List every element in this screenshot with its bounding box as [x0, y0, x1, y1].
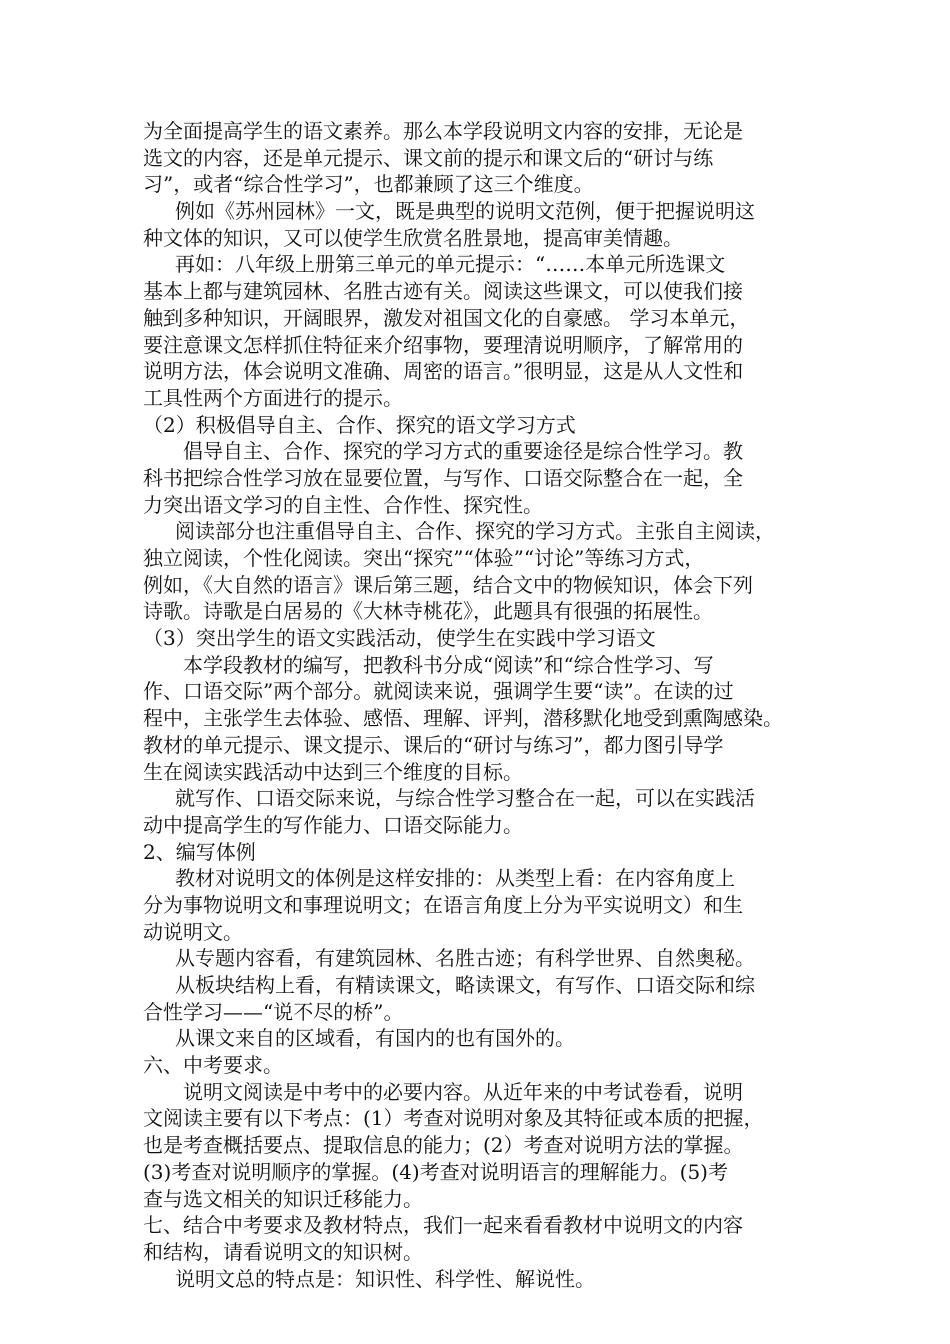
text-line: (3)考查对说明顺序的掌握。(4)考查对说明语言的理解能力。(5)考	[143, 1159, 728, 1184]
text-line: 从专题内容看，有建筑园林、名胜古迹；有科学世界、自然奥秘。	[175, 946, 755, 971]
text-line: 合性学习——“说不尽的桥”。	[143, 999, 404, 1024]
text-line: 基本上都与建筑园林、名胜古迹有关。阅读这些课文，可以使我们接	[143, 279, 743, 304]
text-line: 也是考查概括要点、提取信息的能力；(2）考查对说明方法的掌握。	[143, 1133, 744, 1158]
section-heading: 六、中考要求。	[143, 1053, 283, 1078]
text-line: 为全面提高学生的语文素养。那么本学段说明文内容的安排，无论是	[143, 119, 743, 143]
section-heading: （2）积极倡导自主、合作、探究的语文学习方式	[143, 412, 576, 437]
text-line: 动说明文。	[143, 919, 243, 944]
text-line: 教材对说明文的体例是这样安排的：从类型上看：在内容角度上	[175, 866, 735, 891]
text-line: 本学段教材的编写，把教科书分成“阅读”和“综合性学习、写	[183, 652, 714, 677]
text-line: 就写作、口语交际来说，与综合性学习整合在一起，可以在实践活	[175, 786, 755, 811]
text-line: 例如《苏州园林》一文，既是典型的说明文范例，便于把握说明这	[175, 199, 755, 224]
section-heading: 2、编写体例	[143, 839, 256, 864]
text-line: 习”，或者“综合性学习”，也都兼顾了这三个维度。	[143, 172, 594, 197]
text-line: 生在阅读实践活动中达到三个维度的目标。	[143, 759, 523, 784]
text-line: 分为事物说明文和事理说明文；在语言角度上分为平实说明文）和生	[143, 892, 743, 917]
text-line: 说明文阅读是中考中的必要内容。从近年来的中考试卷看，说明	[183, 1079, 743, 1104]
text-line: 文阅读主要有以下考点：(1）考查对说明对象及其特征或本质的把握，	[143, 1106, 764, 1131]
text-line: 从课文来自的区域看，有国内的也有国外的。	[175, 1026, 575, 1051]
text-line: 教材的单元提示、课文提示、课后的“研讨与练习”，都力图引导学	[143, 732, 724, 757]
text-line: 说明方法，体会说明文准确、周密的语言。”很明显，这是从人文性和	[143, 359, 744, 384]
text-line: 诗歌。诗歌是白居易的《大林寺桃花》，此题具有很强的拓展性。	[143, 599, 713, 624]
section-heading: （3）突出学生的语文实践活动，使学生在实践中学习语文	[143, 626, 656, 651]
text-line: 选文的内容，还是单元提示、课文前的提示和课文后的“研讨与练	[143, 145, 714, 170]
text-line: 作、口语交际”两个部分。就阅读来说，强调学生要“读”。在读的过	[143, 679, 734, 704]
text-line: 要注意课文怎样抓住特征来介绍事物，要理清说明顺序，了解常用的	[143, 332, 743, 357]
text-line: 工具性两个方面进行的提示。	[143, 385, 403, 410]
text-line: 倡导自主、合作、探究的学习方式的重要途径是综合性学习。教	[183, 439, 743, 464]
text-line: 查与选文相关的知识迁移能力。	[143, 1186, 423, 1211]
text-line: 从板块结构上看，有精读课文，略读课文，有写作、口语交际和综	[175, 973, 755, 997]
text-line: 例如，《大自然的语言》课后第三题，结合文中的物候知识，体会下列	[143, 572, 753, 597]
text-line: 和结构，请看说明文的知识树。	[143, 1239, 423, 1264]
text-line: 动中提高学生的写作能力、口语交际能力。	[143, 812, 523, 837]
text-line: 独立阅读，个性化阅读。突出“探究”“体验”“讨论”等练习方式，	[143, 546, 705, 570]
text-line: 科书把综合性学习放在显要位置，与写作、口语交际整合在一起，全	[143, 465, 743, 490]
text-line: 力突出语文学习的自主性、合作性、探究性。	[143, 492, 543, 517]
text-line: 说明文总的特点是：知识性、科学性、解说性。	[175, 1266, 595, 1291]
text-line: 阅读部分也注重倡导自主、合作、探究的学习方式。主张自主阅读，	[175, 519, 775, 544]
text-line: 再如：八年级上册第三单元的单元提示：“……本单元所选课文	[175, 252, 726, 277]
section-heading: 七、结合中考要求及教材特点，我们一起来看看教材中说明文的内容	[143, 1213, 743, 1238]
text-line: 触到多种知识，开阔眼界，激发对祖国文化的自豪感。 学习本单元，	[143, 305, 750, 330]
document-page	[143, 118, 813, 1292]
text-line: 种文体的知识，又可以使学生欣赏名胜景地，提高审美情趣。	[143, 225, 683, 250]
text-line: 程中，主张学生去体验、感悟、理解、评判，潜移默化地受到熏陶感染。	[143, 706, 783, 731]
